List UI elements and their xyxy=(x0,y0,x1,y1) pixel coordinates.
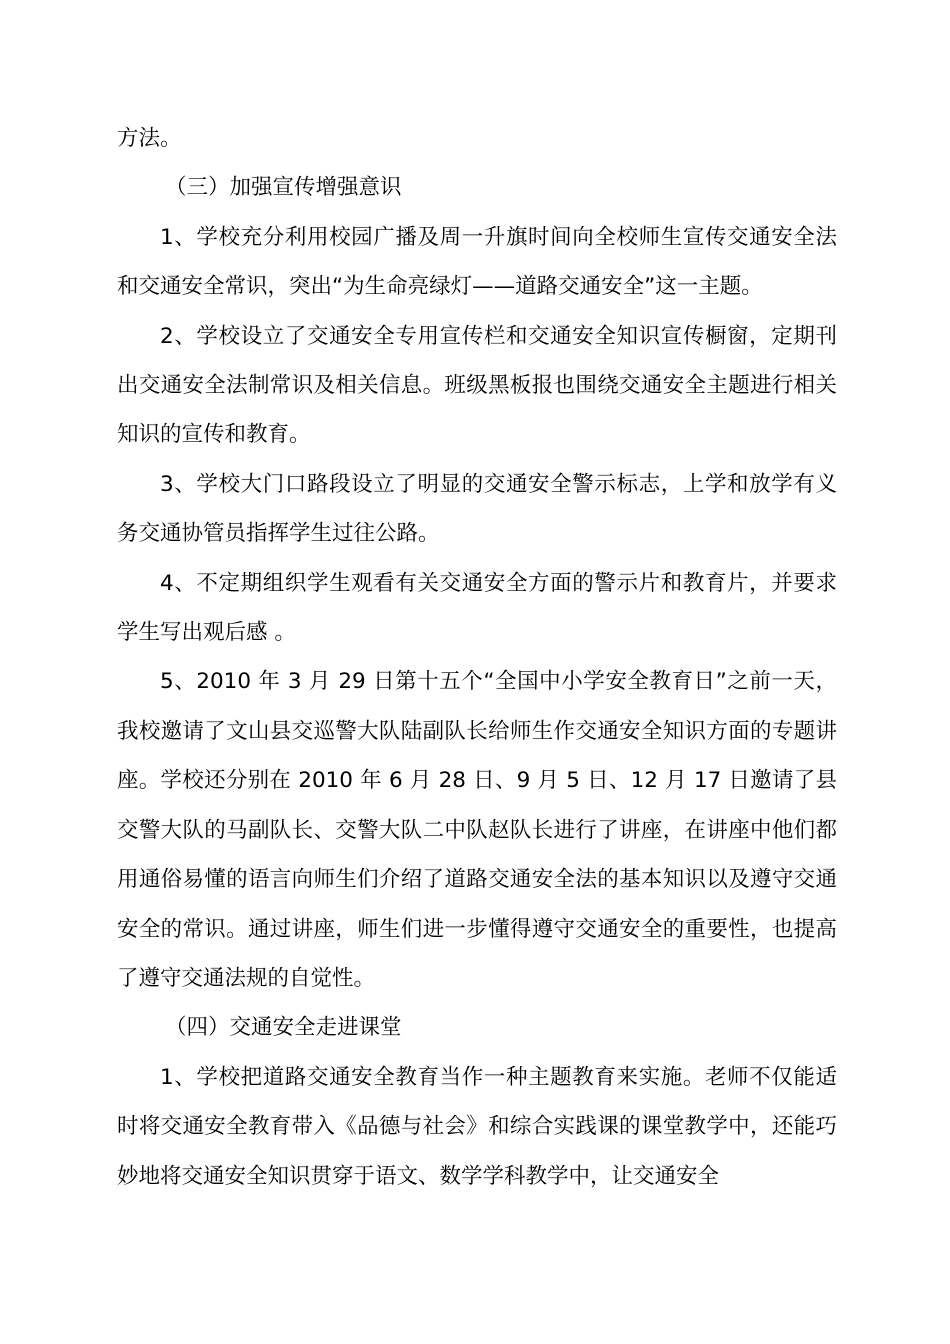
section-four-heading: （四）交通安全走进课堂 xyxy=(165,1015,402,1041)
document-body xyxy=(117,114,837,1201)
section-three-heading: （三）加强宣传增强意识 xyxy=(165,175,402,201)
section-three-item-4: 4、不定期组织学生观看有关交通安全方面的警示片和教育片，并要求学生写出观后感 。 xyxy=(117,570,837,646)
section-three-item-2: 2、学校设立了交通安全专用宣传栏和交通安全知识宣传橱窗，定期刊出交通安全法制常识及相关信息。班级黑板报也围绕交通安全主题进行相关知识的宣传和教育。 xyxy=(117,323,837,448)
section-three-item-1: 1、学校充分利用校园广播及周一升旗时间向全校师生宣传交通安全法和交通安全常识，突出“为生命亮绿灯——道路交通安全”这一主题。 xyxy=(117,224,837,300)
section-three-item-5: 5、2010 年 3 月 29 日第十五个“全国中小学安全教育日”之前一天，我校邀请了文山县交巡警大队陆副队长给师生作交通安全知识方面的专题讲座。学校还分别在 2010 年 6 月 28 日、9 月 5 日、12 月 17 日邀请了县交警大队的马副队长、交警大队二中队赵队长进行了讲座，在讲座中他们都用通俗易懂的语言向师生们介绍了道路交通安全法的基本知识以及遵守交通安全的常识。通过讲座，师生们进一步懂得遵守交通安全的重要性，也提高了遵守交通法规的自觉性。 xyxy=(117,669,837,991)
continuation-paragraph: 方法。 xyxy=(117,126,182,151)
section-three-item-3: 3、学校大门口路段设立了明显的交通安全警示标志，上学和放学有义务交通协管员指挥学生过往公路。 xyxy=(117,471,837,547)
section-four-item-1: 1、学校把道路交通安全教育当作一种主题教育来实施。老师不仅能适时将交通安全教育带入《品德与社会》和综合实践课的课堂教学中，还能巧妙地将交通安全知识贯穿于语文、数学学科教学中，让交通安全 xyxy=(117,1064,837,1189)
